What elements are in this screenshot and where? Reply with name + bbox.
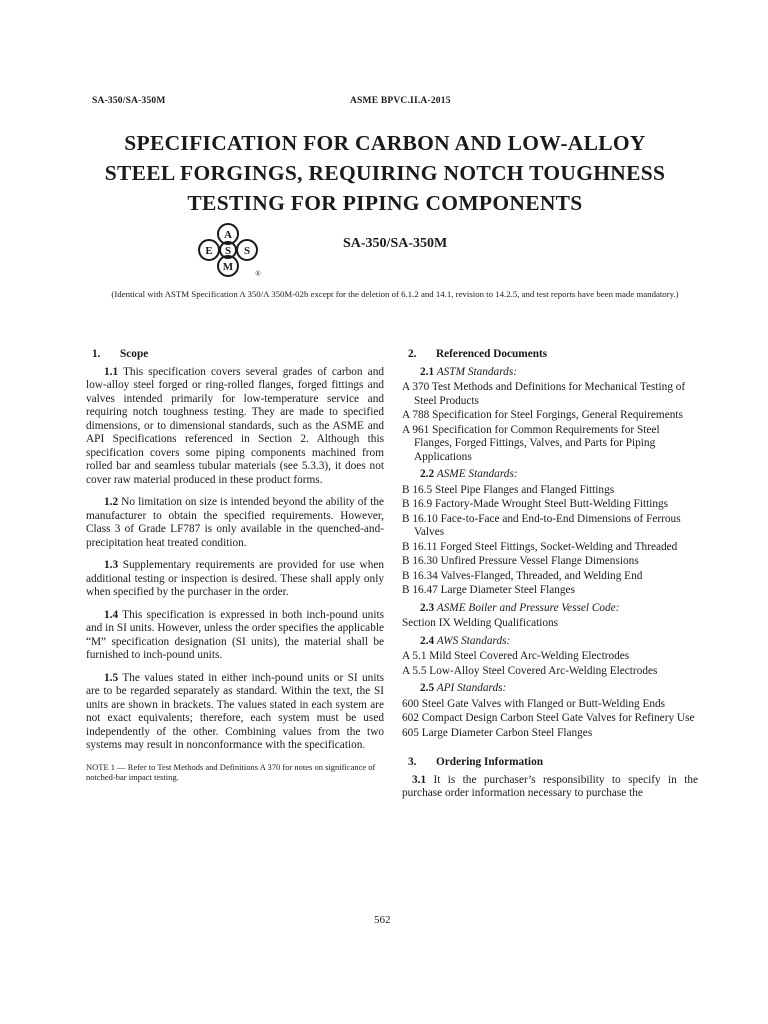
paragraph-text: It is the purchaser’s responsibility to specify in the purchase order information necessary to purchase the (402, 773, 698, 799)
section-title: Referenced Documents (436, 348, 548, 360)
paragraph-number: 1.4 (104, 608, 119, 621)
subsection-asme-boiler-code: 2.3 ASME Boiler and Pressure Vessel Code: (420, 601, 620, 614)
section-heading-ordering-information (402, 756, 698, 770)
reference-item: B 16.11 Forged Steel Fittings, Socket-Welding and Threaded (402, 540, 678, 553)
paragraph-text: This specification is expressed in both inch-pound units and in SI units. However, unless the order specifies the applicable “M” specification designation (SI units), the material shall be furnished to inch-pound units. (86, 608, 384, 661)
asme-seal-logo (193, 220, 263, 280)
reference-item: A 5.1 Mild Steel Covered Arc-Welding Electrodes (402, 650, 630, 662)
seal-letter-top: A (224, 229, 232, 241)
reference-item: A 370 Test Methods and Definitions for Mechanical Testing of Steel Products (402, 381, 686, 407)
title-line-2: STEEL FORGINGS, REQUIRING NOTCH TOUGHNESS (104, 161, 666, 185)
seal-letter-bottom: M (222, 261, 234, 273)
paragraph-3-1 (402, 774, 698, 801)
seal-letter-left: E (205, 245, 213, 257)
paragraph-1-3 (86, 559, 384, 600)
seal-letter-right: S (243, 245, 251, 257)
paragraph-1-2 (86, 496, 384, 550)
note-1: NOTE 1 — Refer to Test Methods and Definitions A 370 for notes on significance of notched-bar impact testing. (86, 761, 376, 782)
seal-letter-center: S (224, 245, 232, 257)
section-title: Scope (120, 348, 149, 360)
section-number: 3. (408, 756, 417, 768)
paragraph-text: The values stated in either inch-pound units or SI units are to be regarded separately as standard. Within the text, the SI units are shown in brackets. The values stated in each system are not exact equivalents; therefore, each system must be used independently of the other. Combining values from the two systems may result in nonconformance with the specification. (86, 671, 385, 751)
reference-item: B 16.9 Factory-Made Wrought Steel Butt-Welding Fittings (402, 498, 669, 510)
reference-item: 605 Large Diameter Carbon Steel Flanges (402, 726, 593, 739)
reference-item: Section IX Welding Qualifications (402, 617, 559, 629)
reference-item: B 16.10 Face-to-Face and End-to-End Dimensions of Ferrous Valves (402, 512, 681, 538)
reference-item: B 16.5 Steel Pipe Flanges and Flanged Fittings (402, 483, 615, 496)
running-header-right: ASME BPVC.II.A-2015 (350, 96, 451, 106)
reference-item: A 961 Specification for Common Requirements for Steel Flanges, Forged Fittings, Valves, and Parts for Piping Applications (402, 423, 660, 463)
paragraph-1-5 (86, 672, 384, 753)
paragraph-number: 1.2 (104, 496, 119, 508)
section-heading-scope (86, 348, 384, 362)
section-title: Ordering Information (436, 756, 544, 768)
right-column (402, 348, 698, 801)
reference-item: B 16.30 Unfired Pressure Vessel Flange Dimensions (402, 555, 639, 567)
reference-item: B 16.47 Large Diameter Steel Flanges (402, 584, 575, 596)
reference-item: A 788 Specification for Steel Forgings, General Requirements (402, 409, 683, 421)
title-line-1: SPECIFICATION FOR CARBON AND LOW-ALLOY (124, 131, 646, 155)
paragraph-text: No limitation on size is intended beyond the ability of the manufacturer to obtain the specified requirements. However, Class 3 of Grade LF787 is only available in the quenched-and-precipitation heat treated condition. (86, 496, 384, 549)
page-number: 562 (374, 914, 391, 926)
section-number: 1. (92, 348, 101, 360)
subsection-asme-standards: 2.2 ASME Standards: (420, 468, 518, 480)
paragraph-1-1 (86, 366, 384, 488)
reference-item: 600 Steel Gate Valves with Flanged or Butt-Welding Ends (402, 697, 666, 710)
paragraph-number: 1.3 (104, 559, 119, 571)
subsection-astm-standards: 2.1 ASTM Standards: (420, 365, 517, 378)
title-line-3: TESTING FOR PIPING COMPONENTS (187, 191, 583, 215)
section-number: 2. (408, 348, 417, 360)
identical-with-note: (Identical with ASTM Specification A 350/A 350M-02b except for the deletion of 6.1.2 and 14.1, revision to 14.2.5, and test reports have been made mandatory.) (111, 289, 679, 299)
paragraph-number: 3.1 (412, 773, 427, 786)
reference-item: A 5.5 Low-Alloy Steel Covered Arc-Welding Electrodes (402, 664, 658, 677)
section-heading-referenced-documents (402, 348, 698, 362)
document-title (80, 128, 690, 218)
paragraph-number: 1.1 (104, 365, 119, 378)
reference-item: B 16.34 Valves-Flanged, Threaded, and Welding End (402, 569, 643, 582)
paragraph-number: 1.5 (104, 671, 119, 684)
paragraph-text: This specification covers several grades of carbon and low-alloy steel forged or ring-rolled flanges, forged fittings and valves intended primarily for low-temperature service and requiring notch toughness testing. They are made to specified dimensions, or to dimensional standards, such as the ASME and API Specifications referenced in Section 2. Although this specification covers some piping components machined from rolled bar and seamless tubular materials (see 5.3.3), it does not cover raw material produced in these product forms. (86, 365, 384, 486)
running-header-left: SA-350/SA-350M (92, 96, 166, 106)
specification-designation: SA-350/SA-350M (343, 236, 448, 251)
left-column (86, 348, 384, 783)
registered-mark: ® (255, 270, 261, 278)
reference-item: 602 Compact Design Carbon Steel Gate Valves for Refinery Use (402, 712, 695, 724)
subsection-aws-standards: 2.4 AWS Standards: (420, 634, 511, 647)
paragraph-text: Supplementary requirements are provided for use when additional testing or inspection is desired. These shall apply only when specified by the purchaser in the order. (86, 559, 384, 598)
paragraph-1-4 (86, 609, 384, 663)
subsection-api-standards: 2.5 API Standards: (420, 682, 507, 694)
